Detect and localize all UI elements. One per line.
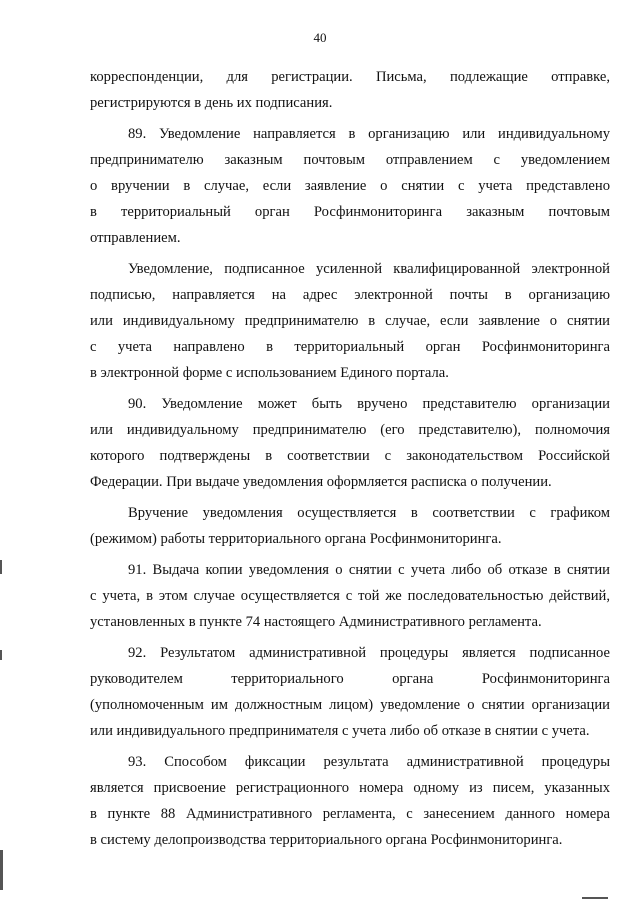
text-line: Федерации. При выдаче уведомления оформляется расписка о получении. (90, 474, 552, 490)
paragraph-92 (90, 640, 610, 744)
page-number: 40 (313, 30, 327, 45)
paragraph (90, 64, 610, 116)
text-line: в систему делопроизводства территориального органа Росфинмониторинга. (90, 832, 563, 848)
text-line: регистрируются в день их подписания. (90, 95, 333, 111)
text-line: или индивидуальному предпринимателю в случае, если заявление о снятии (90, 313, 610, 329)
text-line: которого подтверждены в соответствии с законодательством Российской (90, 448, 610, 464)
text-line: с учета направлено в территориальный орган Росфинмониторинга (90, 339, 610, 355)
text-line: или индивидуальному предпринимателю (его представителю), полномочия (90, 422, 610, 438)
scan-artifact (0, 560, 2, 574)
text-line: 90. Уведомление может быть вручено представителю организации (128, 396, 610, 412)
text-line: о вручении в случае, если заявление о снятии с учета представлено (90, 178, 610, 194)
scan-artifact (0, 650, 2, 660)
text-line: Вручение уведомления осуществляется в соответствии с графиком (128, 505, 610, 521)
paragraph-90 (90, 391, 610, 495)
text-line: (режимом) работы территориального органа Росфинмониторинга. (90, 531, 502, 547)
text-line: руководителем территориального органа Росфинмониторинга (90, 671, 610, 687)
text-line: с учета, в этом случае осуществляется с той же последовательностью действий, (90, 588, 610, 604)
text-line: корреспонденции, для регистрации. Письма, подлежащие отправке, (90, 69, 610, 85)
text-line: подписью, направляется на адрес электронной почты в организацию (90, 287, 610, 303)
text-line: 92. Результатом административной процедуры является подписанное (128, 645, 610, 661)
paragraph-91 (90, 557, 610, 635)
text-line: является присвоение регистрационного номера одному из писем, указанных (90, 780, 610, 796)
text-line: в пункте 88 Административного регламента, с занесением данного номера (90, 806, 610, 822)
text-line: 89. Уведомление направляется в организацию или индивидуальному (128, 126, 610, 142)
text-line: или индивидуального предпринимателя с учета либо об отказе в снятии с учета. (90, 723, 590, 739)
text-line: (уполномоченным им должностным лицом) уведомление о снятии организации (90, 697, 610, 713)
text-line: предпринимателю заказным почтовым отправлением с уведомлением (90, 152, 610, 168)
text-line: установленных в пункте 74 настоящего Административного регламента. (90, 614, 542, 630)
text-line: в территориальный орган Росфинмониторинга заказным почтовым (90, 204, 610, 220)
document-body (90, 64, 610, 853)
text-line: отправлением. (90, 230, 181, 246)
text-line: в электронной форме с использованием Единого портала. (90, 365, 449, 381)
scan-artifact (0, 850, 3, 890)
text-line: 91. Выдача копии уведомления о снятии с учета либо об отказе в снятии (128, 562, 610, 578)
paragraph-93 (90, 749, 610, 853)
text-line: Уведомление, подписанное усиленной квалифицированной электронной (128, 261, 610, 277)
paragraph (90, 500, 610, 552)
text-line: 93. Способом фиксации результата административной процедуры (128, 754, 610, 770)
paragraph (90, 256, 610, 386)
paragraph-89 (90, 121, 610, 251)
scan-artifact (582, 897, 608, 899)
